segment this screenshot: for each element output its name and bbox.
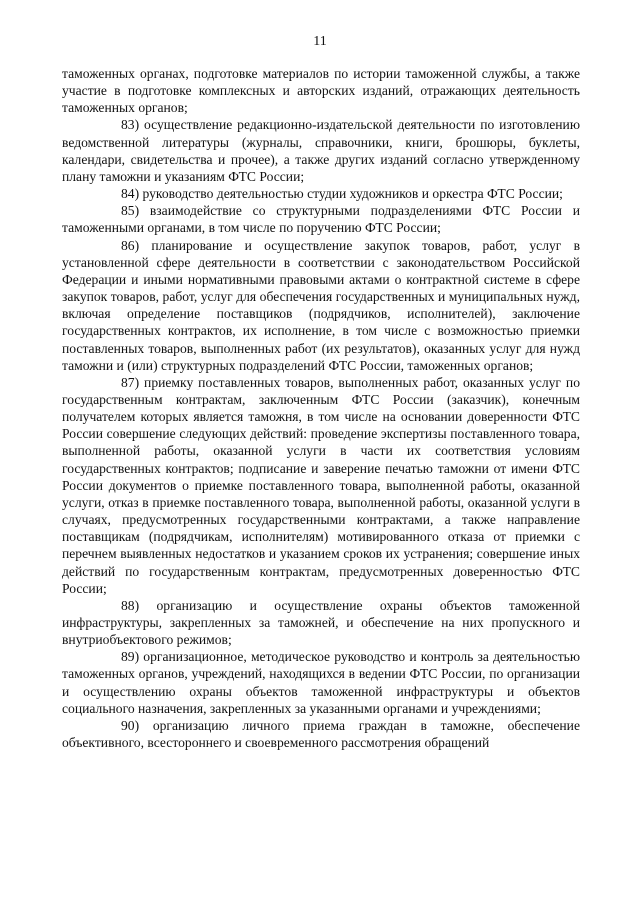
paragraph-item-87: 87) приемку поставленных товаров, выполненных работ, оказанных услуг по государственным контрактам, заключенным ФТС России (заказчик), конечным получателем которых является таможня, в том числе на основании доверенности ФТС России совершение следующих действий: проведение экспертизы поставленного товара, выполненной работы, оказанной услуги в части их соответствия условиям государственных контрактов; подписание и заверение печатью таможни от имени ФТС России документов о приемке поставленного товара, выполненной работы, оказанной услуги, отказ в приемке поставленного товара, выполненной работы, оказанной услуги в случаях, предусмотренных государственными контрактами, а также направление поставщикам (подрядчикам, исполнителям) мотивированного отказа от приемки с перечнем выявленных недостатков и указанием сроков их устранения; совершение иных действий по государственным контрактам, предусмотренных доверенностью ФТС России; xyxy=(62,374,580,596)
paragraph-item-90: 90) организацию личного приема граждан в таможне, обеспечение объективного, всестороннего и своевременного рассмотрения обращений xyxy=(62,717,580,751)
paragraph-item-89: 89) организационное, методическое руководство и контроль за деятельностью таможенных органов, учреждений, находящихся в ведении ФТС России, по организации и осуществлению охраны объектов таможенной инфраструктуры и объектов социального назначения, закрепленных за указанными органами и учреждениями; xyxy=(62,649,580,716)
page-number: 11 xyxy=(313,34,327,49)
paragraph-continuation: таможенных органах, подготовке материалов по истории таможенной службы, а также участие в подготовке комплексных и авторских изданий, отражающих деятельность таможенных органов; xyxy=(62,66,580,116)
paragraph-item-86: 86) планирование и осуществление закупок товаров, работ, услуг в установленной сфере деятельности в соответствии с законодательством Российской Федерации и иными нормативными правовыми актами о контрактной системе в сфере закупок товаров, работ, услуг для обеспечения государственных и муниципальных нужд, включая определение поставщиков (подрядчиков, исполнителей), заключение государственных контрактов, их исполнение, в том числе с возможностью приемки поставленных товаров, выполненных работ (их результатов), оказанных услуг для нужд таможни и (или) структурных подразделений ФТС России, таможенных органов; xyxy=(62,237,580,373)
paragraph-item-84: 84) руководство деятельностью студии художников и оркестра ФТС России; xyxy=(121,186,563,202)
paragraph-item-88: 88) организацию и осуществление охраны объектов таможенной инфраструктуры, закрепленных за таможней, и обеспечение на них пропускного и внутриобъектового режимов; xyxy=(62,597,580,648)
paragraph-item-83: 83) осуществление редакционно-издательской деятельности по изготовлению ведомственной литературы (журналы, справочники, книги, брошюры, буклеты, календари, свидетельства и прочее), а также других изданий согласно утвержденному плану таможни и указаниям ФТС России; xyxy=(62,117,580,184)
paragraph-item-85: 85) взаимодействие со структурными подразделениями ФТС России и таможенными органами, в том числе по поручению ФТС России; xyxy=(62,203,580,236)
document-body xyxy=(62,65,580,751)
